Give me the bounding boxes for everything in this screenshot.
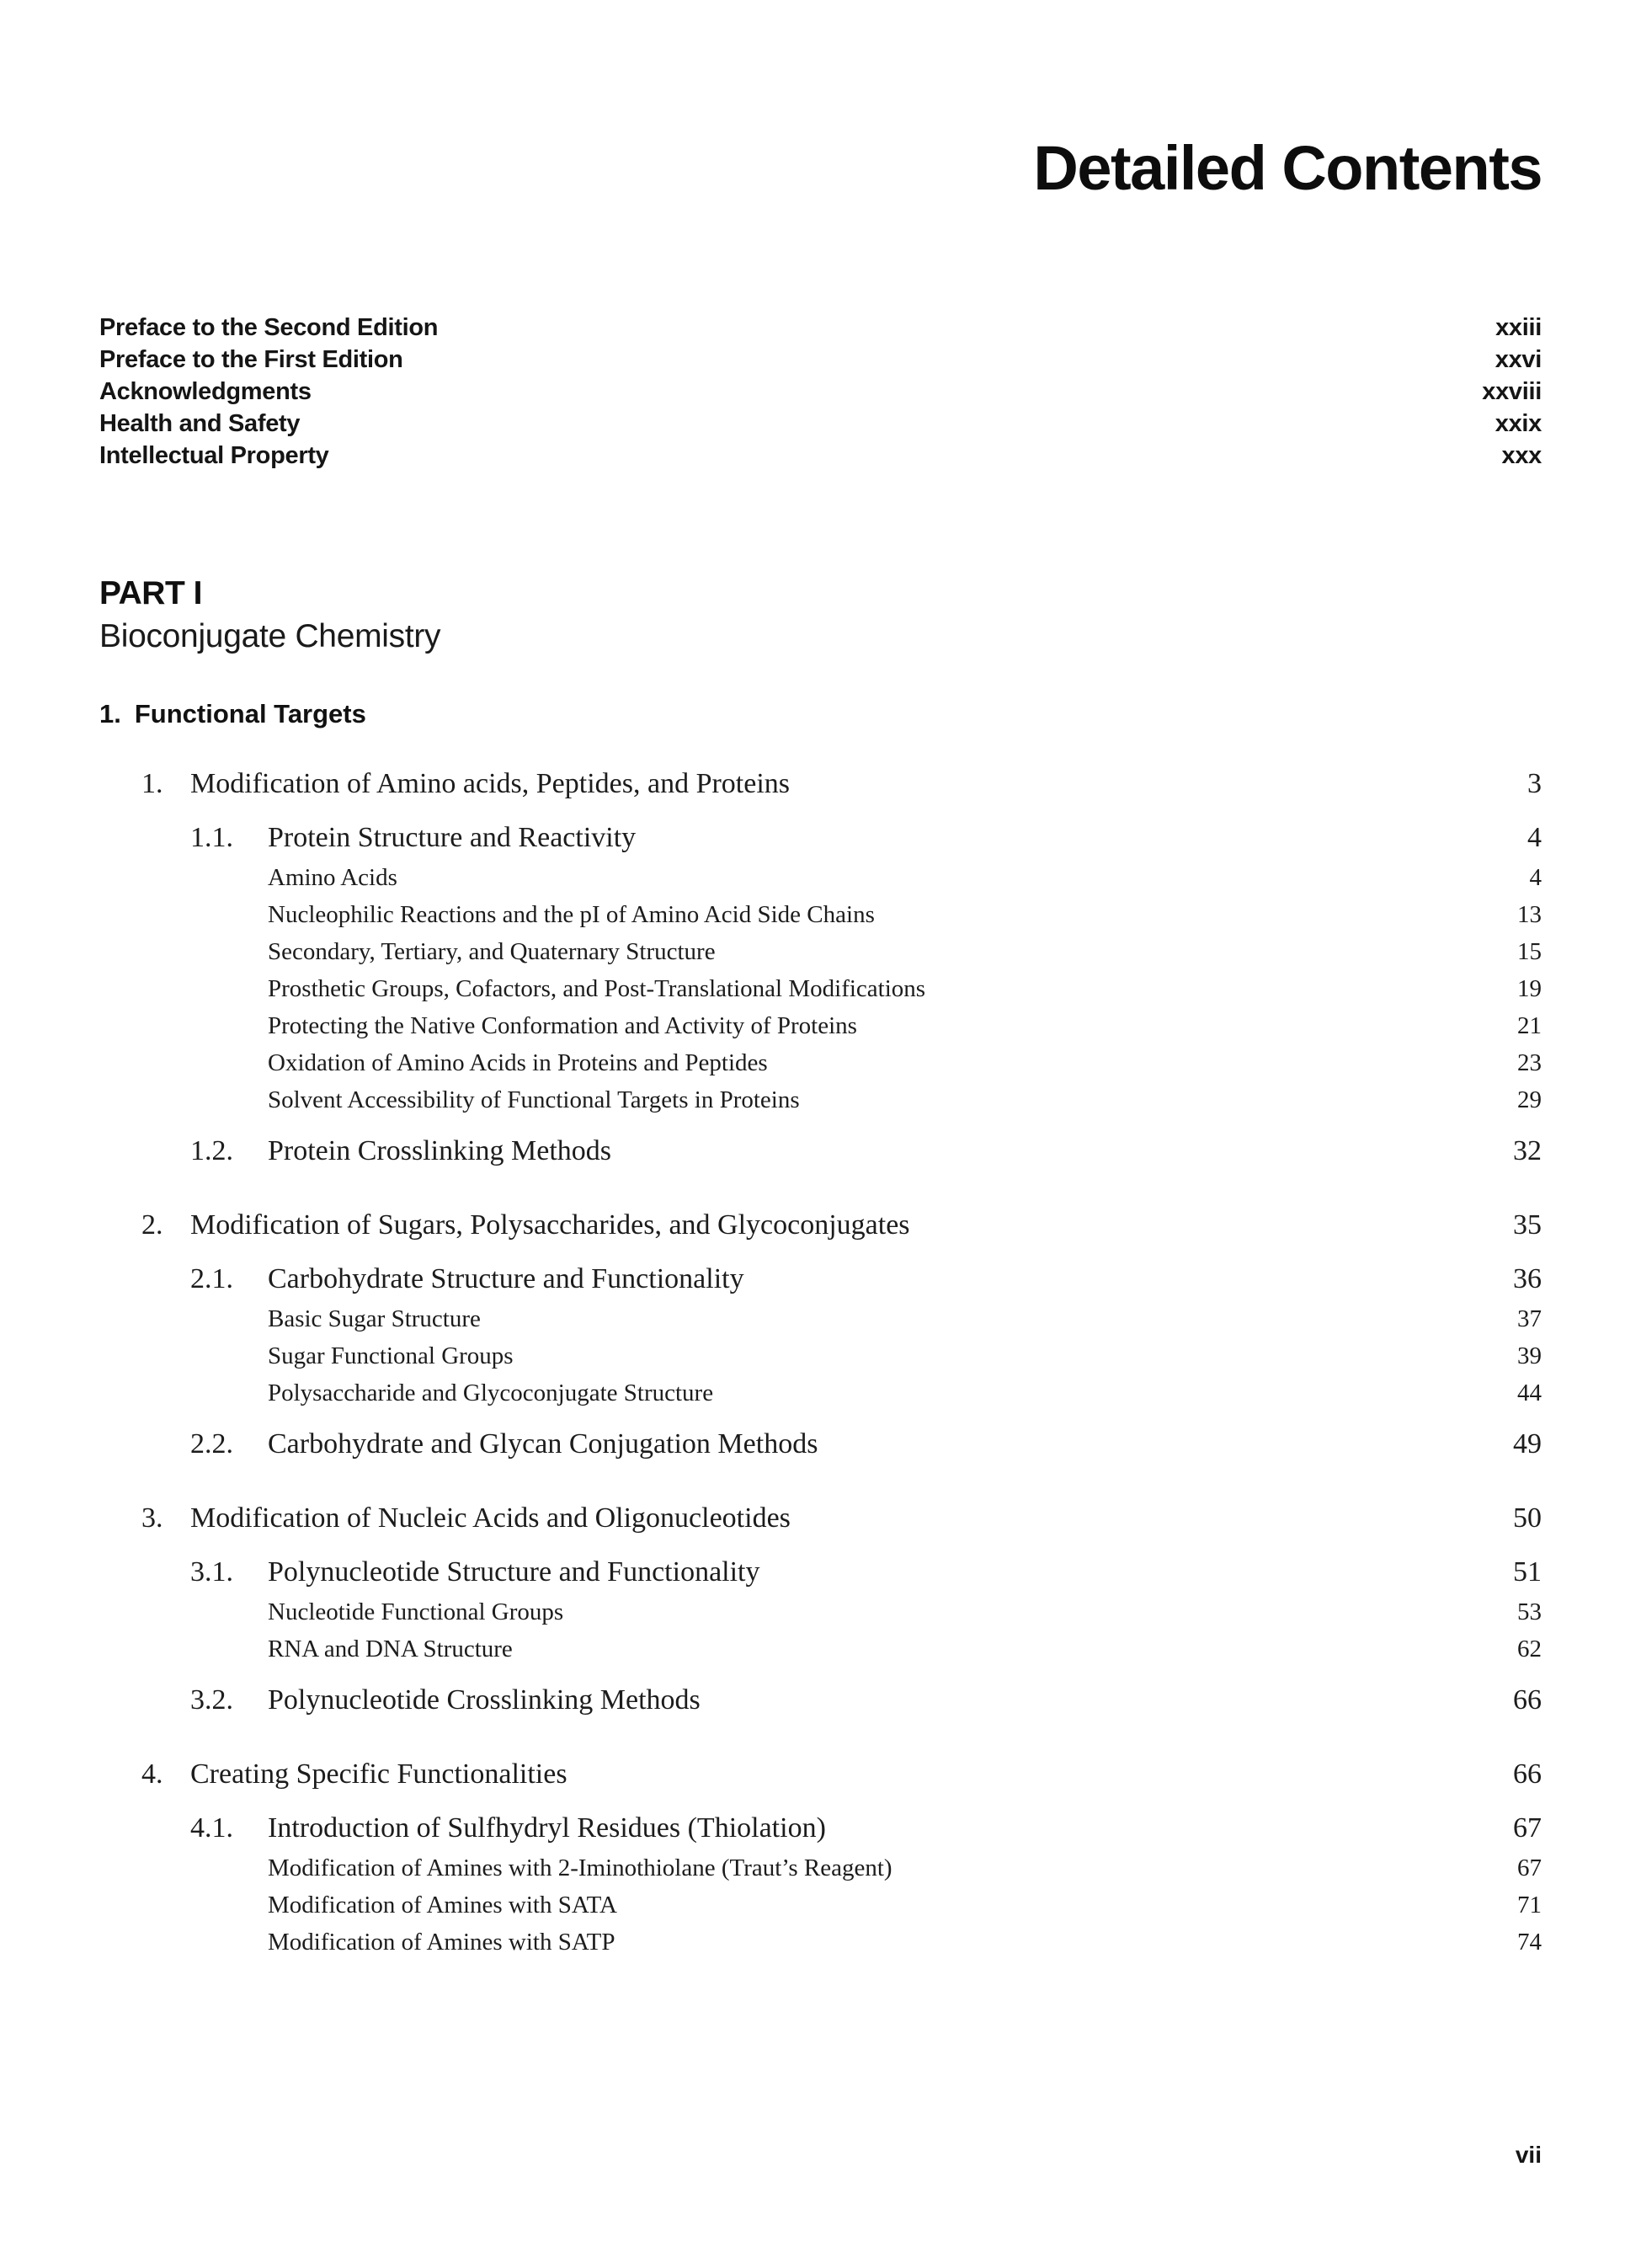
- toc-entry: [99, 1204, 1542, 1246]
- toc-entry-label: [141, 1497, 1493, 1540]
- toc-entry-number: 3.1.: [190, 1556, 233, 1588]
- toc-entry-title: Protein Crosslinking Methods: [268, 1135, 612, 1166]
- toc-entry-title: Polynucleotide Structure and Functionality: [268, 1556, 760, 1588]
- toc-entry-title: Prosthetic Groups, Cofactors, and Post-Translational Modifications: [268, 975, 926, 1002]
- toc-entry: [99, 1423, 1542, 1465]
- toc-entry: [99, 1679, 1542, 1721]
- toc-entry: [99, 1497, 1542, 1540]
- toc-entry-page-number: 29: [1517, 1086, 1542, 1113]
- toc-entry-title: Introduction of Sulfhydryl Residues (Thiolation): [268, 1812, 826, 1844]
- toc-entry-page-number: 36: [1513, 1263, 1542, 1294]
- toc-entry-number: 4.1.: [190, 1812, 233, 1844]
- toc-entry: [99, 1807, 1542, 1849]
- front-matter-row: [99, 408, 1542, 440]
- toc-entry-title: Modification of Amines with 2-Iminothiolane (Traut’s Reagent): [268, 1854, 892, 1881]
- toc-entry-title: Secondary, Tertiary, and Quaternary Structure: [268, 938, 716, 965]
- toc-entry-label: [190, 1551, 1493, 1593]
- toc-entry-label: [268, 1849, 1497, 1886]
- toc-entry-title: Protein Structure and Reactivity: [268, 822, 637, 853]
- toc-entry-title: Polynucleotide Crosslinking Methods: [268, 1684, 701, 1716]
- part-title: Bioconjugate Chemistry: [99, 618, 441, 654]
- toc-entry: [99, 1130, 1542, 1172]
- front-matter-label: Preface to the Second Edition: [99, 314, 439, 341]
- chapter-number: 1.: [99, 699, 121, 728]
- toc-entry-number: 4.: [141, 1758, 163, 1790]
- toc-entry-label: [268, 1593, 1497, 1630]
- toc-entry: [99, 1081, 1542, 1118]
- toc-entry-page-number: 44: [1517, 1379, 1542, 1406]
- toc-entry: [99, 1886, 1542, 1924]
- toc-entry-title: Basic Sugar Structure: [268, 1305, 481, 1332]
- toc-entry-number: 2.2.: [190, 1428, 233, 1460]
- toc-entry-title: Nucleophilic Reactions and the pI of Amino Acid Side Chains: [268, 901, 875, 928]
- toc-entry-label: [190, 817, 1507, 859]
- toc-entry-label: [268, 1044, 1497, 1081]
- toc-entry: [99, 1044, 1542, 1081]
- toc-entry-title: Modification of Nucleic Acids and Oligonucleotides: [190, 1502, 791, 1534]
- toc-entry-page-number: 51: [1513, 1556, 1542, 1588]
- toc-entry-title: Oxidation of Amino Acids in Proteins and Peptides: [268, 1049, 768, 1076]
- toc-entry-number: 1.: [141, 768, 163, 799]
- toc-entry: [99, 763, 1542, 805]
- toc-entry-title: Modification of Amines with SATP: [268, 1929, 615, 1956]
- toc-entry-title: Solvent Accessibility of Functional Targets in Proteins: [268, 1086, 800, 1113]
- toc-entry-label: [190, 1807, 1493, 1849]
- front-matter-page-number: xxvi: [1494, 346, 1542, 373]
- toc-entry-label: [268, 1924, 1497, 1961]
- toc-entry: [99, 1630, 1542, 1668]
- chapter-heading: [99, 697, 1542, 731]
- toc-entry: [99, 1258, 1542, 1300]
- toc-entry-number: 2.: [141, 1209, 163, 1241]
- toc-entry-label: [268, 933, 1497, 970]
- front-matter-page-number: xxx: [1501, 442, 1542, 469]
- toc-entry-title: Modification of Amines with SATA: [268, 1892, 617, 1918]
- toc-entry-label: [268, 859, 1510, 896]
- toc-entry-label: [141, 1753, 1493, 1796]
- toc-entry-title: Modification of Sugars, Polysaccharides, and Glycoconjugates: [190, 1209, 910, 1241]
- front-matter-list: [99, 312, 1542, 472]
- toc-entry-label: [268, 1374, 1497, 1411]
- toc-entry-page-number: 50: [1513, 1502, 1542, 1534]
- toc-entry-label: [141, 763, 1507, 805]
- toc-entry: [99, 1593, 1542, 1630]
- part-block: [99, 573, 1542, 659]
- toc-entry: [99, 1753, 1542, 1796]
- toc-entry-label: [268, 970, 1497, 1007]
- toc-entry-page-number: 53: [1517, 1598, 1542, 1625]
- front-matter-row: [99, 312, 1542, 344]
- toc-entry-title: RNA and DNA Structure: [268, 1636, 513, 1662]
- toc-entry-label: [268, 896, 1497, 933]
- front-matter-label: Preface to the First Edition: [99, 346, 403, 373]
- toc-entry-title: Carbohydrate Structure and Functionality: [268, 1263, 744, 1294]
- toc-entries: [99, 763, 1542, 1961]
- toc-entry-number: 1.1.: [190, 822, 233, 853]
- toc-entry-page-number: 37: [1517, 1305, 1542, 1332]
- toc-entry-number: 1.2.: [190, 1135, 233, 1166]
- toc-entry-page-number: 32: [1513, 1135, 1542, 1166]
- front-matter-label: Health and Safety: [99, 410, 301, 437]
- toc-entry-page-number: 3: [1527, 768, 1542, 799]
- toc-entry-page-number: 67: [1517, 1854, 1542, 1881]
- toc-entry-page-number: 71: [1517, 1892, 1542, 1918]
- toc-entry-page-number: 39: [1517, 1342, 1542, 1369]
- toc-entry-page-number: 35: [1513, 1209, 1542, 1241]
- toc-entry-page-number: 74: [1517, 1929, 1542, 1956]
- toc-entry: [99, 1374, 1542, 1411]
- toc-entry-title: Nucleotide Functional Groups: [268, 1598, 564, 1625]
- toc-entry: [99, 1300, 1542, 1337]
- front-matter-row: [99, 344, 1542, 376]
- toc-entry-page-number: 23: [1517, 1049, 1542, 1076]
- toc-entry-title: Creating Specific Functionalities: [190, 1758, 567, 1790]
- toc-entry-label: [268, 1886, 1497, 1924]
- toc-entry-title: Polysaccharide and Glycoconjugate Structure: [268, 1379, 714, 1406]
- toc-entry-page-number: 13: [1517, 901, 1542, 928]
- toc-entry: [99, 1849, 1542, 1886]
- toc-entry: [99, 896, 1542, 933]
- toc-entry: [99, 859, 1542, 896]
- toc-entry-label: [190, 1679, 1493, 1721]
- front-matter-label: Acknowledgments: [99, 378, 312, 405]
- toc-entry: [99, 970, 1542, 1007]
- toc-entry-title: Amino Acids: [268, 864, 397, 891]
- toc-entry-page-number: 4: [1527, 822, 1542, 853]
- chapter-title: Functional Targets: [134, 699, 366, 728]
- toc-entry-label: [190, 1423, 1493, 1465]
- toc-entry-label: [268, 1337, 1497, 1374]
- toc-entry-page-number: 66: [1513, 1684, 1542, 1716]
- toc-entry-page-number: 15: [1517, 938, 1542, 965]
- toc-entry-number: 3.2.: [190, 1684, 233, 1716]
- toc-entry-label: [268, 1300, 1497, 1337]
- front-matter-row: [99, 376, 1542, 408]
- page-title: Detailed Contents: [1033, 133, 1542, 203]
- toc-entry-title: Carbohydrate and Glycan Conjugation Methods: [268, 1428, 818, 1460]
- toc-entry-title: Modification of Amino acids, Peptides, and Proteins: [190, 768, 791, 799]
- toc-entry-page-number: 21: [1517, 1012, 1542, 1039]
- toc-entry-number: 3.: [141, 1502, 163, 1534]
- toc-entry-page-number: 67: [1513, 1812, 1542, 1844]
- toc-entry-page-number: 49: [1513, 1428, 1542, 1460]
- toc-entry-label: [190, 1258, 1493, 1300]
- toc-entry-label: [268, 1007, 1497, 1044]
- toc-entry: [99, 1924, 1542, 1961]
- toc-entry-title: Sugar Functional Groups: [268, 1342, 514, 1369]
- toc-entry-label: [268, 1630, 1497, 1668]
- toc-entry: [99, 1337, 1542, 1374]
- toc-entry-page-number: 66: [1513, 1758, 1542, 1790]
- toc-entry: [99, 1007, 1542, 1044]
- toc-entry-title: Protecting the Native Conformation and Activity of Proteins: [268, 1012, 857, 1039]
- front-matter-page-number: xxviii: [1482, 378, 1542, 405]
- toc-entry: [99, 817, 1542, 859]
- toc-entry: [99, 933, 1542, 970]
- front-matter-label: Intellectual Property: [99, 442, 329, 469]
- toc-entry-page-number: 19: [1517, 975, 1542, 1002]
- toc-entry: [99, 1551, 1542, 1593]
- toc-entry-page-number: 62: [1517, 1636, 1542, 1662]
- front-matter-page-number: xxix: [1494, 410, 1542, 437]
- toc-entry-label: [268, 1081, 1497, 1118]
- page-footer-number: vii: [1515, 2142, 1542, 2168]
- front-matter-row: [99, 440, 1542, 472]
- toc-entry-label: [190, 1130, 1493, 1172]
- front-matter-page-number: xxiii: [1495, 314, 1542, 341]
- toc-entry-page-number: 4: [1529, 864, 1542, 891]
- toc-entry-number: 2.1.: [190, 1263, 233, 1294]
- part-label: PART I: [99, 575, 202, 611]
- toc-entry-label: [141, 1204, 1493, 1246]
